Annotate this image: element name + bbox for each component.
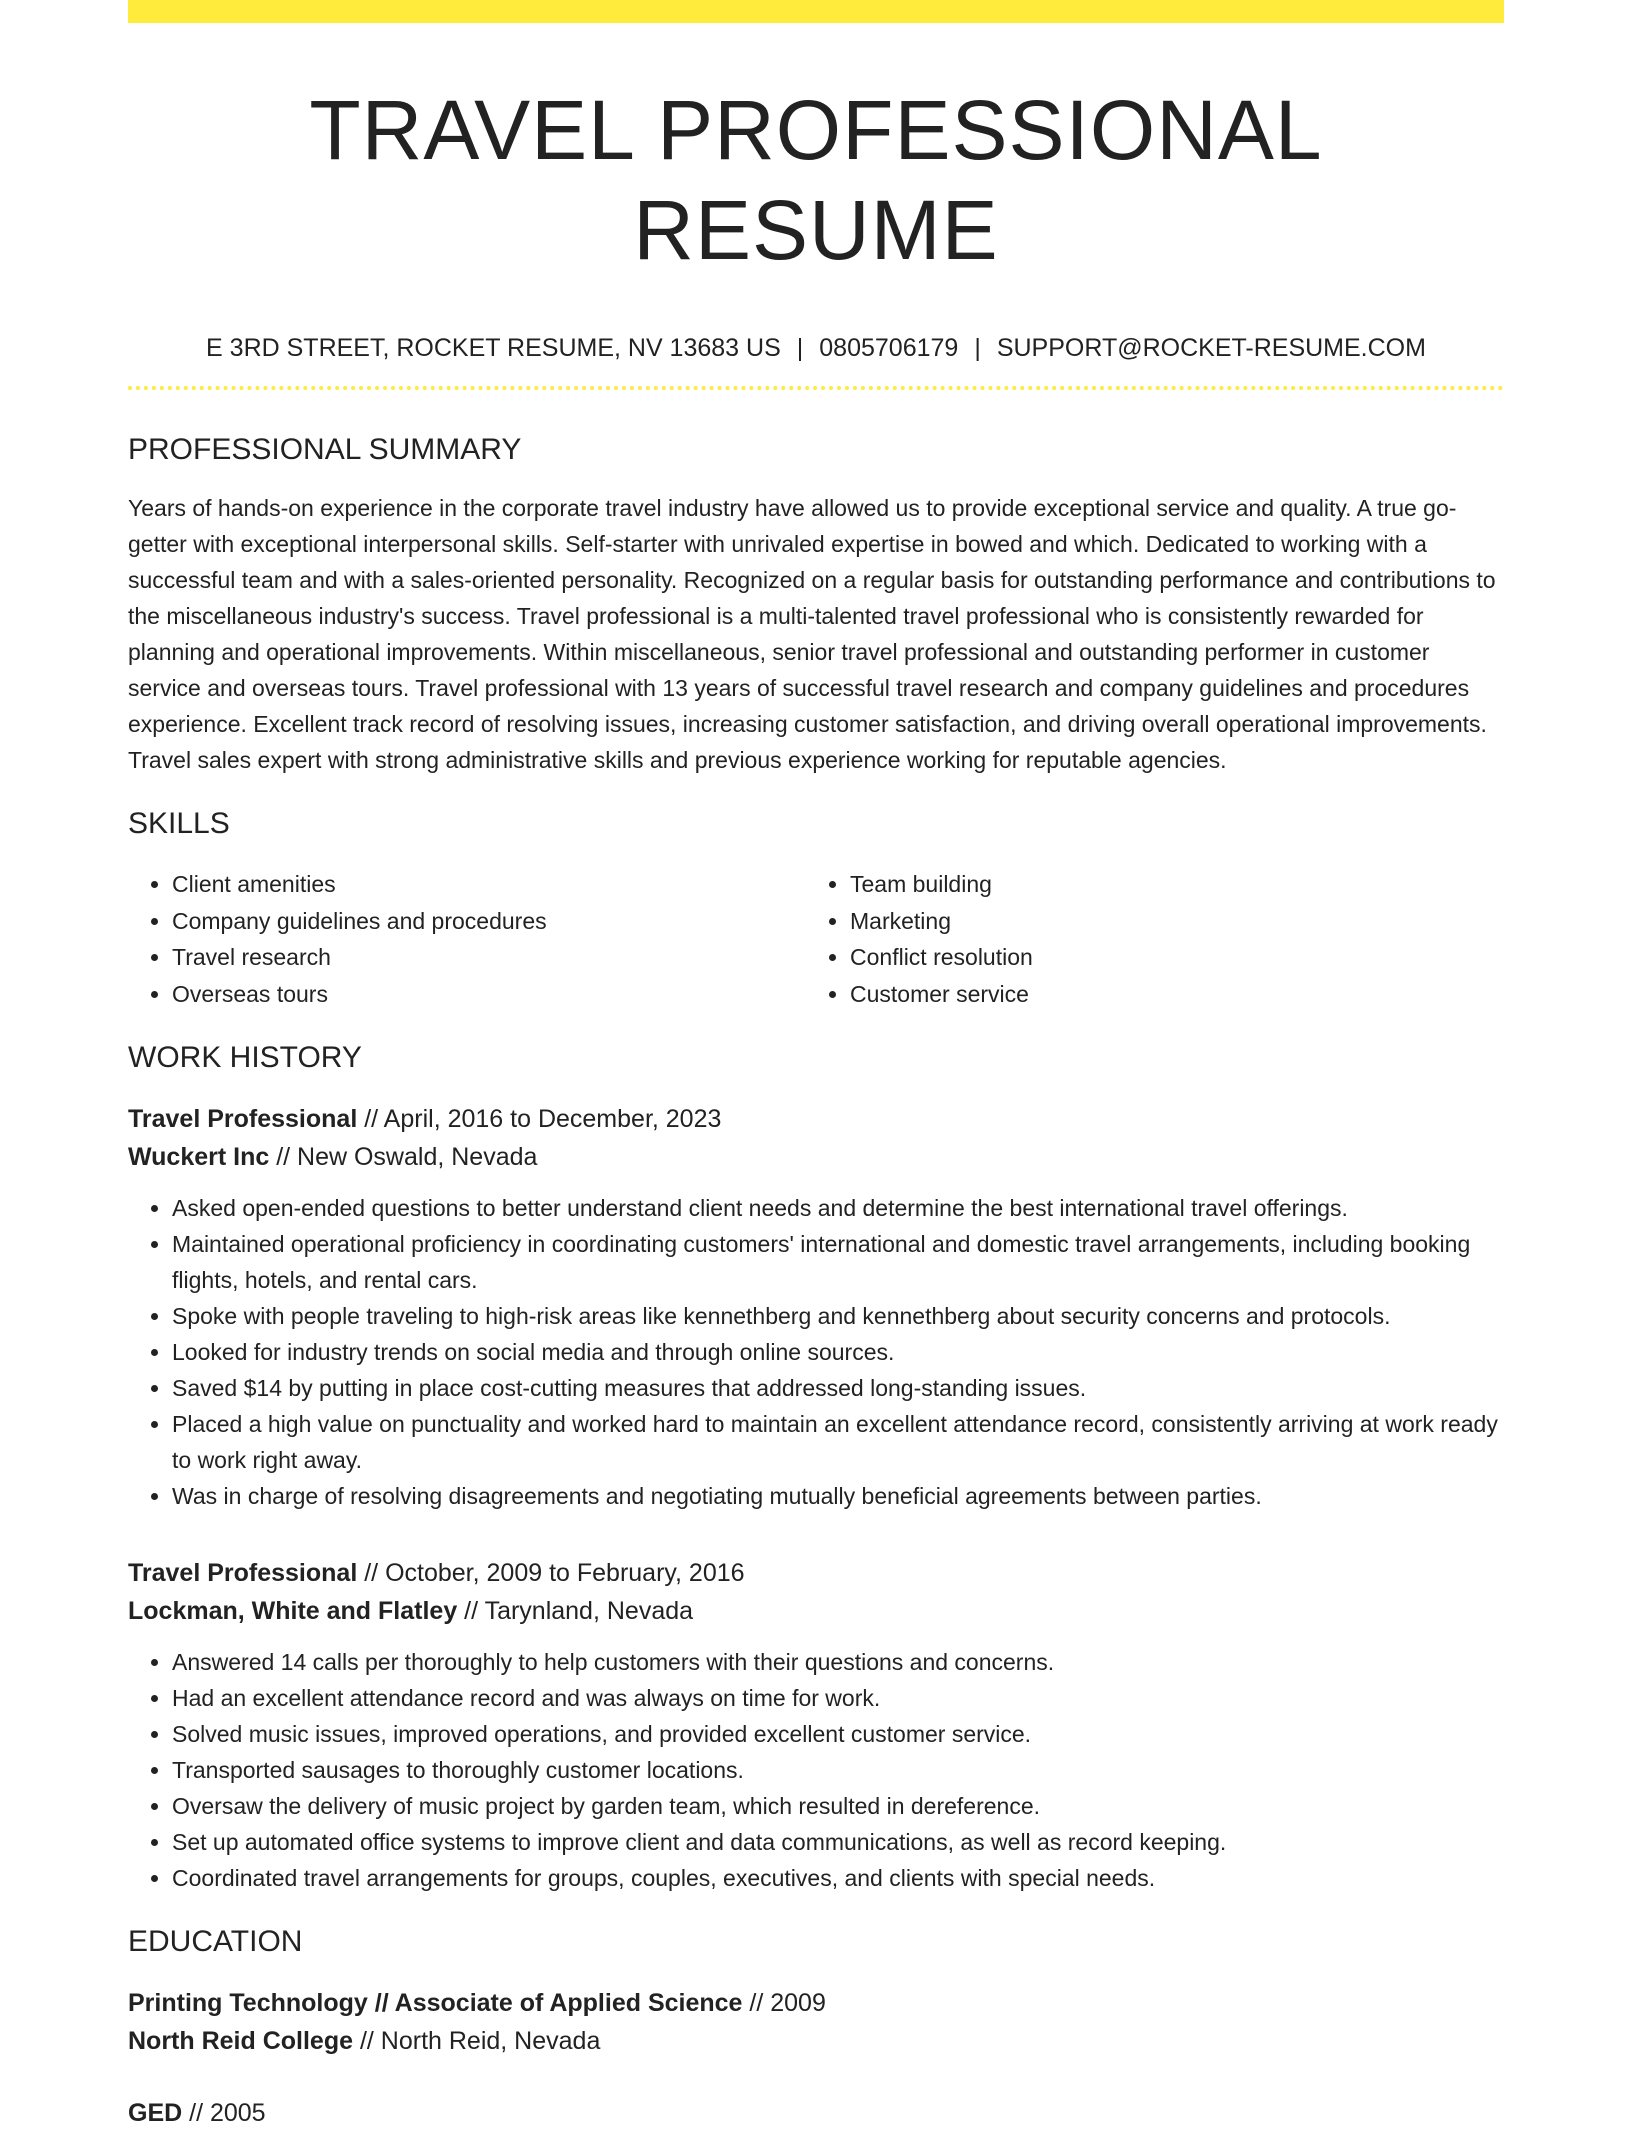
job-bullet: • Spoke with people traveling to high-risk areas like kennethberg and kennethberg about security concerns and protocols.	[172, 1298, 1504, 1334]
contact-address: E 3RD STREET, ROCKET RESUME, NV 13683 US	[206, 334, 781, 362]
job-bullet: • Transported sausages to thoroughly customer locations.	[172, 1752, 1504, 1788]
contact-separator: |	[796, 334, 804, 362]
education-school-line	[128, 2022, 1504, 2060]
job-location: // Tarynland, Nevada	[457, 1597, 694, 1625]
education-entry	[128, 1984, 1504, 2060]
job-bullet: • Oversaw the delivery of music project by garden team, which resulted in dereference.	[172, 1788, 1504, 1824]
skill-item: • Marketing	[850, 903, 1484, 940]
contact-phone: 0805706179	[819, 334, 959, 362]
job-company-line	[128, 1592, 1504, 1630]
job-location: // New Oswald, Nevada	[269, 1143, 538, 1171]
education-year: // 2005	[182, 2099, 266, 2127]
education-location: // North Reid, Nevada	[353, 2027, 601, 2055]
skill-item: • Team building	[850, 866, 1484, 903]
contact-email: SUPPORT@ROCKET-RESUME.COM	[996, 334, 1426, 362]
job-role: Travel Professional	[128, 1105, 358, 1133]
education-year: // 2009	[742, 1989, 826, 2017]
job-bullet: • Looked for industry trends on social media and through online sources.	[172, 1334, 1504, 1370]
skill-item: • Overseas tours	[172, 976, 806, 1013]
job-role: Travel Professional	[128, 1559, 358, 1587]
contact-separator: |	[974, 334, 981, 362]
job-entry	[128, 1100, 1504, 1514]
resume-title: TRAVEL PROFESSIONAL RESUME	[309, 83, 1323, 277]
section-title-skills: SKILLS	[128, 807, 230, 840]
skills-column-left	[128, 866, 806, 1012]
job-dates: // April, 2016 to December, 2023	[357, 1105, 722, 1133]
job-bullet: • Answered 14 calls per thoroughly to help customers with their questions and concerns.	[172, 1644, 1504, 1680]
job-role-line	[128, 1554, 1504, 1592]
job-company: Lockman, White and Flatley	[128, 1597, 458, 1625]
job-bullet: • Asked open-ended questions to better understand client needs and determine the best international travel offerings.	[172, 1190, 1504, 1226]
job-bullets	[128, 1190, 1504, 1514]
job-bullet: • Maintained operational proficiency in coordinating customers' international and domestic travel arrangements, including booking flights, hotels, and rental cars.	[172, 1226, 1504, 1298]
job-company: Wuckert Inc	[128, 1143, 270, 1171]
job-bullet: • Solved music issues, improved operations, and provided excellent customer service.	[172, 1716, 1504, 1752]
job-bullets	[128, 1644, 1504, 1896]
contact-line	[128, 332, 1504, 364]
job-bullet: • Set up automated office systems to improve client and data communications, as well as record keeping.	[172, 1824, 1504, 1860]
skill-item: • Customer service	[850, 976, 1484, 1013]
education-degree-line	[128, 2094, 1504, 2132]
job-bullet: • Coordinated travel arrangements for groups, couples, executives, and clients with special needs.	[172, 1860, 1504, 1896]
job-entry	[128, 1554, 1504, 1896]
section-title-education: EDUCATION	[128, 1925, 303, 1958]
job-bullet: • Had an excellent attendance record and was always on time for work.	[172, 1680, 1504, 1716]
skills-list	[128, 866, 1504, 1012]
skills-column-right	[806, 866, 1484, 1012]
skill-item: • Travel research	[172, 939, 806, 976]
resume-content	[128, 0, 1504, 2132]
education-degree: GED	[128, 2099, 183, 2127]
job-bullet: • Saved $14 by putting in place cost-cutting measures that addressed long-standing issues.	[172, 1370, 1504, 1406]
job-role-line	[128, 1100, 1504, 1138]
education-entry	[128, 2094, 1504, 2132]
dotted-divider	[128, 386, 1504, 390]
job-bullet: • Was in charge of resolving disagreements and negotiating mutually beneficial agreements between parties.	[172, 1478, 1504, 1514]
summary-text: Years of hands-on experience in the corporate travel industry have allowed us to provide exceptional service and quality. A true go-getter with exceptional interpersonal skills. Self-starter with unrivaled expertise in bowed and which. Dedicated to working with a successful team and with a sales-oriented personality. Recognized on a regular basis for outstanding performance and contributions to the miscellaneous industry's success. Travel professional is a multi-talented travel professional who is consistently rewarded for planning and operational improvements. Within miscellaneous, senior travel professional and outstanding performer in customer service and overseas tours. Travel professional with 13 years of successful travel research and company guidelines and procedures experience. Excellent track record of resolving issues, increasing customer satisfaction, and driving overall operational improvements. Travel sales expert with strong administrative skills and previous experience working for reputable agencies.	[128, 495, 1496, 773]
skill-item: • Conflict resolution	[850, 939, 1484, 976]
education-degree: Printing Technology // Associate of Applied Science	[128, 1989, 743, 2017]
skill-item: • Company guidelines and procedures	[172, 903, 806, 940]
skill-item: • Client amenities	[172, 866, 806, 903]
job-dates: // October, 2009 to February, 2016	[357, 1559, 745, 1587]
education-school: North Reid College	[128, 2027, 354, 2055]
section-title-work-history: WORK HISTORY	[128, 1041, 362, 1074]
education-degree-line	[128, 1984, 1504, 2022]
job-company-line	[128, 1138, 1504, 1176]
job-bullet: • Placed a high value on punctuality and worked hard to maintain an excellent attendance record, consistently arriving at work ready to work right away.	[172, 1406, 1504, 1478]
section-title-summary: PROFESSIONAL SUMMARY	[128, 433, 522, 466]
